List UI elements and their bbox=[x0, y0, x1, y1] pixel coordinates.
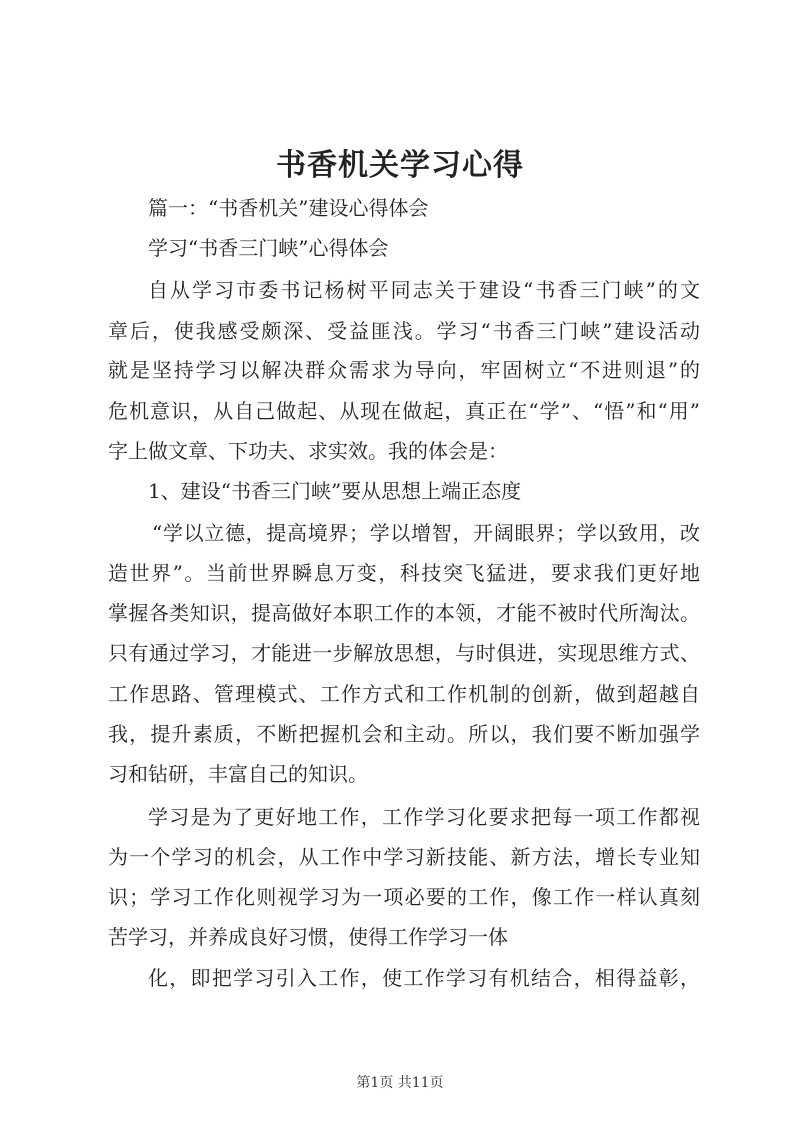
paragraph-line: “学以立德，提高境界；学以增智，开阔眼界；学以致用，改 bbox=[152, 521, 700, 545]
paragraph-line: 字上做文章、下功夫、求实效。我的体会是： bbox=[108, 439, 508, 463]
document-title: 书香机关学习心得 bbox=[276, 148, 524, 183]
paragraph-line: 只有通过学习，才能进一步解放思想，与时俱进，实现思维方式、 bbox=[108, 641, 700, 665]
paragraph-line: 化，即把学习引入工作，使工作学习有机结合，相得益彰， bbox=[148, 966, 700, 990]
paragraph-line: 苦学习，并养成良好习惯，使得工作学习一体 bbox=[108, 925, 508, 949]
paragraph-line: 学习是为了更好地工作，工作学习化要求把每一项工作都视 bbox=[148, 805, 700, 829]
paragraph-line: 自从学习市委书记杨树平同志关于建设“书香三门峡”的文 bbox=[148, 278, 700, 302]
paragraph-line: 习和钻研，丰富自己的知识。 bbox=[108, 762, 368, 786]
subheading: 学习“书香三门峡”心得体会 bbox=[148, 236, 389, 260]
numbered-heading: 1、建设“书香三门峡”要从思想上端正态度 bbox=[148, 479, 522, 503]
section-heading: 篇一：“书香机关”建设心得体会 bbox=[148, 196, 429, 220]
paragraph-line: 危机意识，从自己做起、从现在做起，真正在“学”、“悟”和“用” bbox=[108, 399, 700, 423]
page-number-footer: 第1页 共11页 bbox=[356, 1075, 444, 1091]
paragraph-line: 掌握各类知识，提高做好本职工作的本领，才能不被时代所淘汰。 bbox=[108, 601, 700, 625]
paragraph-line: 为一个学习的机会，从工作中学习新技能、新方法，增长专业知 bbox=[108, 845, 700, 869]
paragraph-line: 造世界”。当前世界瞬息万变，科技突飞猛进，要求我们更好地 bbox=[108, 561, 700, 585]
paragraph-line: 我，提升素质，不断把握机会和主动。所以，我们要不断加强学 bbox=[108, 722, 700, 746]
paragraph-line: 就是坚持学习以解决群众需求为导向，牢固树立“不进则退”的 bbox=[108, 358, 700, 382]
paragraph-line: 识；学习工作化则视学习为一项必要的工作，像工作一样认真刻 bbox=[108, 885, 700, 909]
paragraph-line: 章后，使我感受颇深、受益匪浅。学习“书香三门峡”建设活动 bbox=[108, 319, 700, 343]
paragraph-line: 工作思路、管理模式、工作方式和工作机制的创新，做到超越自 bbox=[108, 682, 700, 706]
